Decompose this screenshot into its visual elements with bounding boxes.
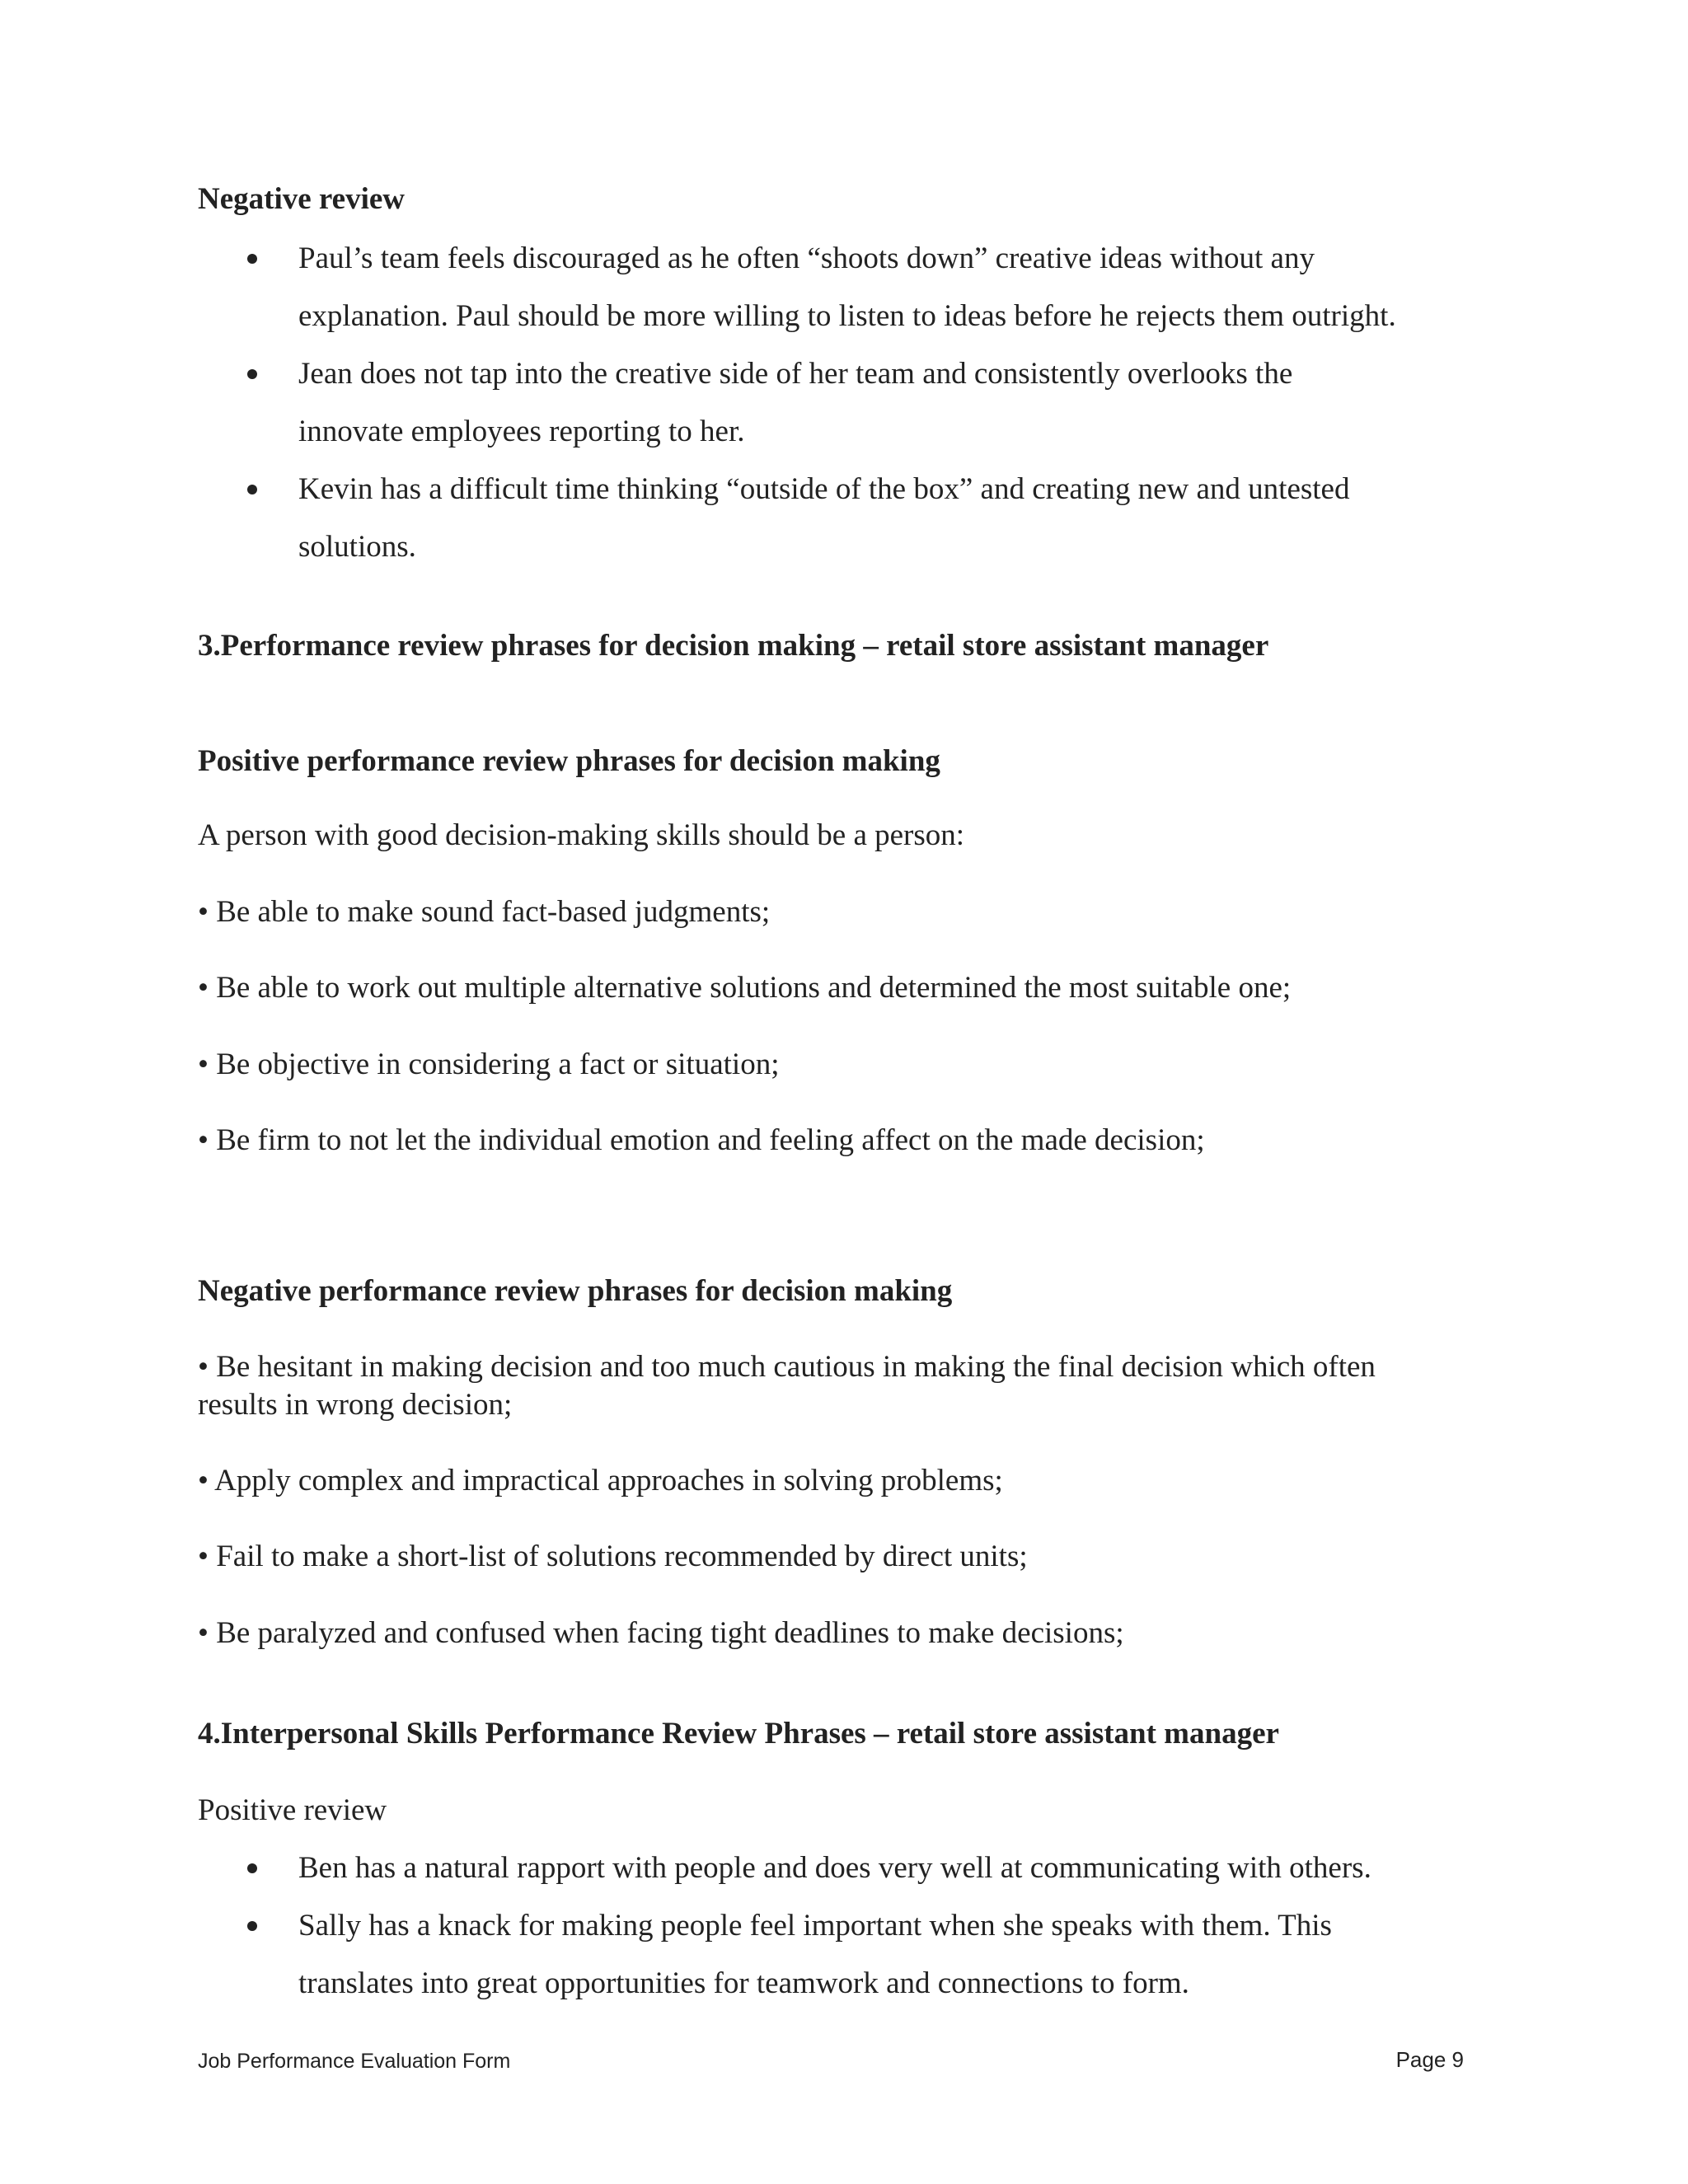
section-3-heading: 3.Performance review phrases for decision making – retail store assistant manager [198, 629, 1269, 663]
bullet-icon [247, 1863, 257, 1873]
page-number: Page 9 [1395, 2047, 1464, 2072]
list-item-continued: results in wrong decision; [198, 1388, 513, 1422]
footer-title: Job Performance Evaluation Form [198, 2050, 511, 2073]
bullet-icon [247, 254, 257, 264]
bullet-text: Kevin has a difficult time thinking “outside of the box” and creating new and untested [298, 472, 1350, 506]
bullet-icon [247, 1921, 257, 1931]
bullet-text-continued: translates into great opportunities for teamwork and connections to form. [298, 1966, 1189, 2000]
list-item: • Be objective in considering a fact or situation; [198, 1047, 780, 1081]
bullet-text: Ben has a natural rapport with people and does very well at communicating with others. [298, 1851, 1372, 1885]
positive-decision-heading: Positive performance review phrases for decision making [198, 744, 940, 778]
list-item: • Be able to work out multiple alternative solutions and determined the most suitable one; [198, 971, 1292, 1005]
bullet-text: Jean does not tap into the creative side of her team and consistently overlooks the [298, 357, 1293, 391]
list-item: • Be paralyzed and confused when facing tight deadlines to make decisions; [198, 1616, 1124, 1650]
negative-review-heading: Negative review [198, 182, 406, 216]
bullet-icon [247, 369, 257, 379]
bullet-text: Paul’s team feels discouraged as he often “shoots down” creative ideas without any [298, 241, 1315, 275]
list-item: • Be hesitant in making decision and too much cautious in making the final decision which often [198, 1350, 1376, 1384]
bullet-text-continued: solutions. [298, 530, 416, 564]
positive-review-subheading: Positive review [198, 1793, 387, 1827]
bullet-text-continued: explanation. Paul should be more willing to listen to ideas before he rejects them outright. [298, 299, 1396, 333]
bullet-text: Sally has a knack for making people feel important when she speaks with them. This [298, 1909, 1332, 1943]
list-item: • Be firm to not let the individual emotion and feeling affect on the made decision; [198, 1123, 1205, 1157]
list-item: • Fail to make a short-list of solutions recommended by direct units; [198, 1540, 1028, 1573]
list-item: • Apply complex and impractical approaches in solving problems; [198, 1464, 1003, 1497]
negative-decision-heading: Negative performance review phrases for decision making [198, 1274, 953, 1308]
bullet-icon [247, 485, 257, 494]
positive-decision-intro: A person with good decision-making skills should be a person: [198, 818, 965, 852]
list-item: • Be able to make sound fact-based judgments; [198, 895, 771, 929]
section-4-heading: 4.Interpersonal Skills Performance Review Phrases – retail store assistant manager [198, 1717, 1279, 1750]
bullet-text-continued: innovate employees reporting to her. [298, 415, 745, 448]
